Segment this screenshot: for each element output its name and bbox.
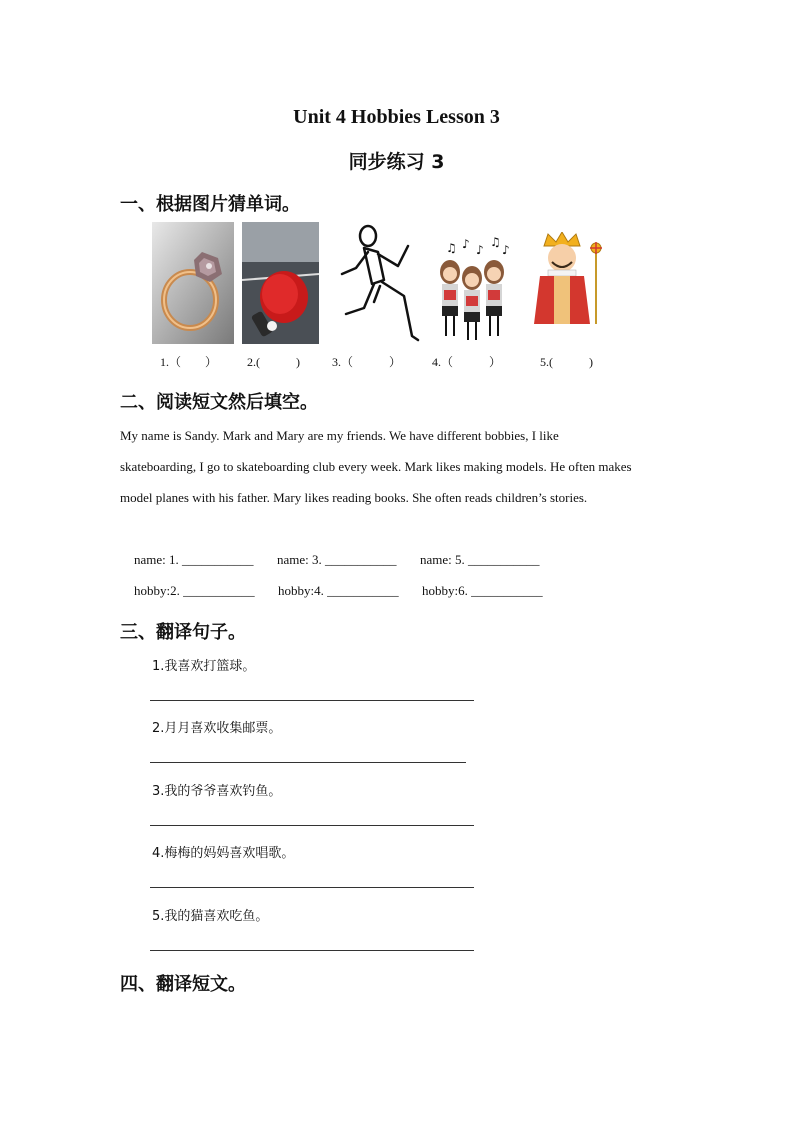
singing-girls-icon — [432, 234, 512, 344]
fill-blank-name-1[interactable]: name: 1. ___________ — [134, 552, 254, 567]
translate-question-4: 4.梅梅的妈妈喜欢唱歌。 — [152, 846, 295, 861]
fill-blank-hobby-2[interactable]: hobby:2. ___________ — [134, 583, 255, 598]
section-2-heading: 二、阅读短文然后填空。 — [120, 392, 318, 413]
fill-blank-name-3[interactable]: name: 3. ___________ — [277, 552, 397, 567]
passage-line-2: skateboarding, I go to skateboarding club every week. Mark likes making models. He often makes — [120, 459, 632, 474]
answer-line-1[interactable] — [150, 700, 474, 701]
page-subtitle: 同步练习 3 — [348, 151, 445, 173]
picture-label-5: 5.( ) — [540, 355, 593, 369]
fill-blank-hobby-4[interactable]: hobby:4. ___________ — [278, 583, 399, 598]
translate-question-1: 1.我喜欢打篮球。 — [152, 659, 256, 674]
picture-label-4: 4.（ ） — [432, 355, 502, 369]
svg-text:♫: ♫ — [490, 235, 501, 249]
picture-label-1: 1.（ ） — [160, 355, 218, 369]
section-3-heading: 三、翻译句子。 — [120, 622, 246, 643]
svg-text:♪: ♪ — [502, 243, 510, 257]
section-1-heading: 一、根据图片猜单词。 — [120, 194, 300, 215]
svg-text:♪: ♪ — [476, 243, 484, 257]
ring-icon — [152, 222, 234, 344]
svg-text:♪: ♪ — [462, 237, 470, 251]
answer-line-3[interactable] — [150, 825, 474, 826]
reading-passage — [120, 420, 680, 513]
picture-label-2: 2.( ) — [247, 355, 300, 369]
running-man-icon — [338, 222, 420, 344]
translate-question-3: 3.我的爷爷喜欢钓鱼。 — [152, 784, 282, 799]
svg-text:♫: ♫ — [446, 241, 457, 255]
page-title: Unit 4 Hobbies Lesson 3 — [293, 106, 500, 128]
fill-blank-hobby-6[interactable]: hobby:6. ___________ — [422, 583, 543, 598]
king-icon — [528, 232, 608, 328]
passage-line-3: model planes with his father. Mary likes reading books. She often reads children’s stories. — [120, 490, 588, 505]
answer-line-5[interactable] — [150, 950, 474, 951]
fill-blank-name-5[interactable]: name: 5. ___________ — [420, 552, 540, 567]
picture-label-3: 3.（ ） — [332, 355, 402, 369]
passage-line-1: My name is Sandy. Mark and Mary are my friends. We have different bobbies, I like — [120, 428, 559, 443]
section-4-heading: 四、翻译短文。 — [120, 974, 246, 995]
ping-pong-icon — [242, 222, 319, 344]
answer-line-2[interactable] — [150, 762, 466, 763]
answer-line-4[interactable] — [150, 887, 474, 888]
translate-question-2: 2.月月喜欢收集邮票。 — [152, 721, 282, 736]
translate-question-5: 5.我的猫喜欢吃鱼。 — [152, 909, 269, 924]
